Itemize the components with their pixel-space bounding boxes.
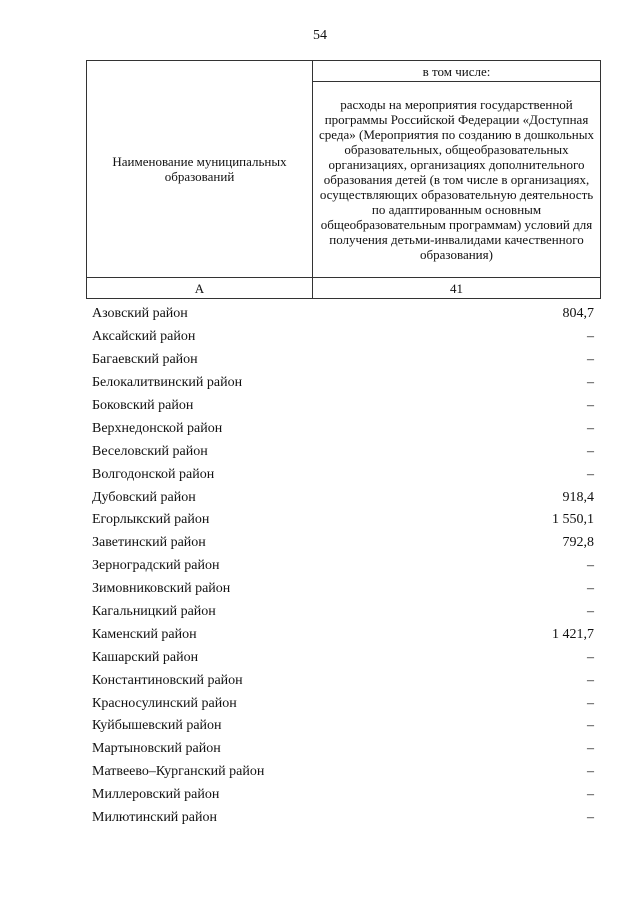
row-value: – xyxy=(587,352,594,368)
header-in-total: в том числе: xyxy=(313,61,601,82)
table-row xyxy=(92,578,594,601)
row-value: – xyxy=(587,810,594,826)
table-row xyxy=(92,669,594,692)
table-row xyxy=(92,692,594,715)
table-row xyxy=(92,303,594,326)
row-value: – xyxy=(587,443,594,459)
row-name: Заветинский район xyxy=(92,535,206,551)
row-name: Милютинский район xyxy=(92,810,218,826)
row-name: Миллеровский район xyxy=(92,787,220,803)
row-name: Белокалитвинский район xyxy=(92,375,243,391)
row-value: – xyxy=(587,420,594,436)
row-name: Каменский район xyxy=(92,626,197,642)
table-row xyxy=(92,784,594,807)
row-value: – xyxy=(587,581,594,597)
row-name: Матвеево–Курганский район xyxy=(92,764,265,780)
row-value: – xyxy=(587,787,594,803)
table-row xyxy=(92,601,594,624)
row-value: – xyxy=(587,375,594,391)
row-name: Волгодонской район xyxy=(92,466,215,482)
row-value: – xyxy=(587,764,594,780)
row-name: Дубовский район xyxy=(92,489,196,505)
table-row xyxy=(92,326,594,349)
row-name: Константиновский район xyxy=(92,672,243,688)
table-row xyxy=(92,417,594,440)
table-header xyxy=(86,60,601,299)
table-row xyxy=(92,555,594,578)
table-row xyxy=(92,532,594,555)
row-value: – xyxy=(587,741,594,757)
row-name: Багаевский район xyxy=(92,352,198,368)
row-value: 792,8 xyxy=(562,535,594,551)
table-row xyxy=(92,738,594,761)
row-name: Красносулинский район xyxy=(92,695,237,711)
table-row xyxy=(92,395,594,418)
table-row xyxy=(92,509,594,532)
row-value: – xyxy=(587,718,594,734)
row-name: Аксайский район xyxy=(92,329,196,345)
row-name: Верхнедонской район xyxy=(92,420,223,436)
row-name: Азовский район xyxy=(92,306,188,322)
row-name: Мартыновский район xyxy=(92,741,221,757)
row-value: 804,7 xyxy=(562,306,594,322)
row-name: Веселовский район xyxy=(92,443,208,459)
table-row xyxy=(92,349,594,372)
table-row xyxy=(92,623,594,646)
row-value: – xyxy=(587,649,594,665)
data-rows xyxy=(92,303,594,829)
page-number: 54 xyxy=(313,28,327,43)
table-row xyxy=(92,715,594,738)
row-name: Куйбышевский район xyxy=(92,718,222,734)
row-value: – xyxy=(587,695,594,711)
row-name: Кагальницкий район xyxy=(92,604,216,620)
header-name-column: Наименование муниципальных образований xyxy=(87,61,313,278)
row-value: 1 421,7 xyxy=(552,626,594,642)
table-row xyxy=(92,463,594,486)
row-value: – xyxy=(587,672,594,688)
row-value: 918,4 xyxy=(562,489,594,505)
row-value: – xyxy=(587,398,594,413)
row-name: Зерноградский район xyxy=(92,558,220,574)
header-index-41: 41 xyxy=(313,278,601,299)
row-name: Егорлыкский район xyxy=(92,512,210,528)
table-row xyxy=(92,761,594,784)
table-row xyxy=(92,440,594,463)
table-row xyxy=(92,486,594,509)
header-index-a: А xyxy=(87,278,313,299)
table-row xyxy=(92,807,594,830)
header-description: расходы на мероприятия государственной программы Российской Федерации «Доступная среда» (Мероприятия по созданию в дошкольных образовательных, общеобразовательных организациях, организациях дополнительного образования детей (в том числе в организациях, осуществляющих образовательную деятельность по адаптированным основным общеобразовательным программам) условий для получения детьми-инвалидами качественного образования) xyxy=(313,82,601,278)
row-name: Зимовниковский район xyxy=(92,581,231,597)
table-row xyxy=(92,372,594,395)
row-value: – xyxy=(587,604,594,620)
row-value: – xyxy=(587,466,594,482)
row-value: 1 550,1 xyxy=(552,512,594,528)
table-row xyxy=(92,646,594,669)
row-name: Боковский район xyxy=(92,398,194,413)
row-name: Кашарский район xyxy=(92,649,199,665)
row-value: – xyxy=(587,558,594,574)
row-value: – xyxy=(587,329,594,345)
